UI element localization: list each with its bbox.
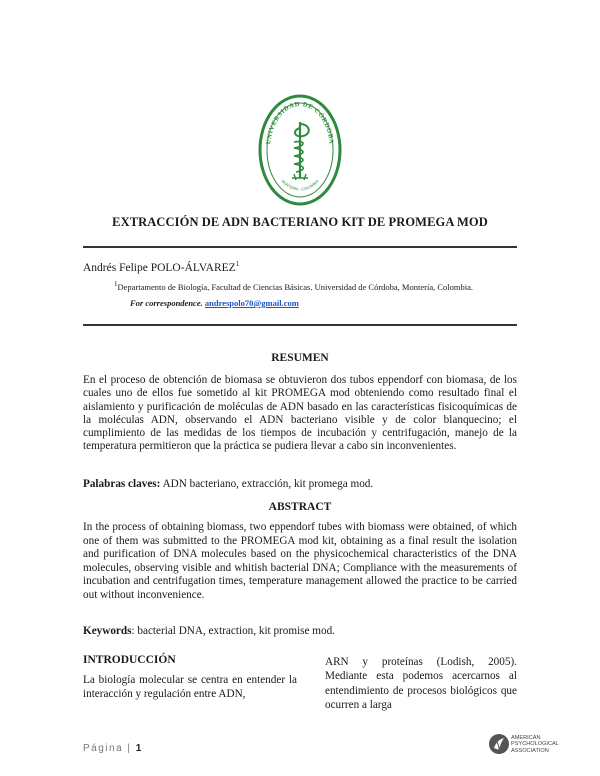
introduccion-heading: INTRODUCCIÓN	[83, 654, 176, 666]
caduceus-icon	[292, 122, 309, 180]
header-bottom-divider	[83, 324, 517, 326]
abstract-heading: ABSTRACT	[268, 501, 332, 513]
introduccion-left-column: La biología molecular se centra en entender la interacción y regulación entre ADN,	[83, 674, 297, 701]
affiliation	[114, 280, 473, 292]
abstract-text: In the process of obtaining biomass, two eppendorf tubes with biomass were obtained, of which one of them was submitted to the PROMEGA mod kit, obtaining as a final result the isolation and purification of DNA molecules based on the physicochemical characteristics of the DNA molecules, observing visible and whitish bacterial DNA; Compliance with the measurements of incubation and centrifugation times, temperature management allowed the practice to be carried out without inconvenience.	[83, 521, 517, 601]
introduccion-right-column: ARN y proteínas (Lodish, 2005). Mediante esta podemos acercarnos al entendimiento de procesos biológicos que ocurren a larga	[325, 656, 517, 712]
palabras-claves-text: ADN bacteriano, extracción, kit promega mod.	[162, 478, 374, 490]
palabras-claves-label: Palabras claves:	[83, 478, 161, 490]
palabras-claves	[83, 478, 517, 490]
affiliation-superscript: 1	[114, 280, 118, 288]
apa-wordmark	[511, 735, 571, 754]
apa-line-1: AMERICAN	[511, 735, 541, 741]
affiliation-text: Departamento de Biología, Facultad de Ciencias Básicas. Universidad de Córdoba, Montería, Colombia.	[117, 281, 473, 292]
author-line	[83, 260, 239, 274]
page-label: Página |	[83, 743, 132, 754]
author-superscript: 1	[235, 260, 240, 268]
top-divider	[83, 246, 517, 248]
paper-title: EXTRACCIÓN DE ADN BACTERIANO KIT DE PROMEGA MOD	[112, 215, 488, 229]
correspondence-label: For correspondence.	[130, 298, 203, 308]
resumen-heading: RESUMEN	[271, 352, 329, 364]
svg-text:MONTERÍA - COLOMBIA	[280, 179, 320, 192]
university-seal-logo	[258, 94, 342, 206]
author-name: Andrés Felipe POLO-ÁLVAREZ	[83, 261, 236, 274]
keywords-text: : bacterial DNA, extraction, kit promise mod.	[131, 625, 335, 637]
apa-logo-icon	[488, 733, 510, 755]
correspondence	[130, 298, 299, 308]
apa-line-2: PSYCHOLOGICAL	[511, 741, 559, 748]
resumen-text: En el proceso de obtención de biomasa se obtuvieron dos tubos eppendorf con biomasa, de los cuales uno de ellos fue sometido al kit PROMEGA mod obteniendo como resultado final el aislamiento y purificación de moléculas de ADN basado en las características fisicoquímicas de la moléculas ADN, observando el ADN bacteriano visible y de color blanquecino; el cumplimiento de las medidas de los tiempos de incubación y centrifugación, manejo de la temperatura permitieron que la práctica se pudiera llevar a cabo sin inconvenientes.	[83, 374, 517, 453]
apa-line-3: ASSOCIATION	[511, 747, 549, 754]
seal-ring-text: UNIVERSIDAD DE CÓRDOBA	[265, 100, 335, 145]
keywords-label: Keywords	[83, 625, 132, 637]
seal-bottom-text: MONTERÍA - COLOMBIA	[280, 179, 320, 192]
keywords	[83, 625, 517, 637]
correspondence-email-link[interactable]: andrespolo70@gmail.com	[204, 298, 299, 308]
page-footer	[83, 743, 141, 754]
page-number: 1	[135, 743, 142, 754]
